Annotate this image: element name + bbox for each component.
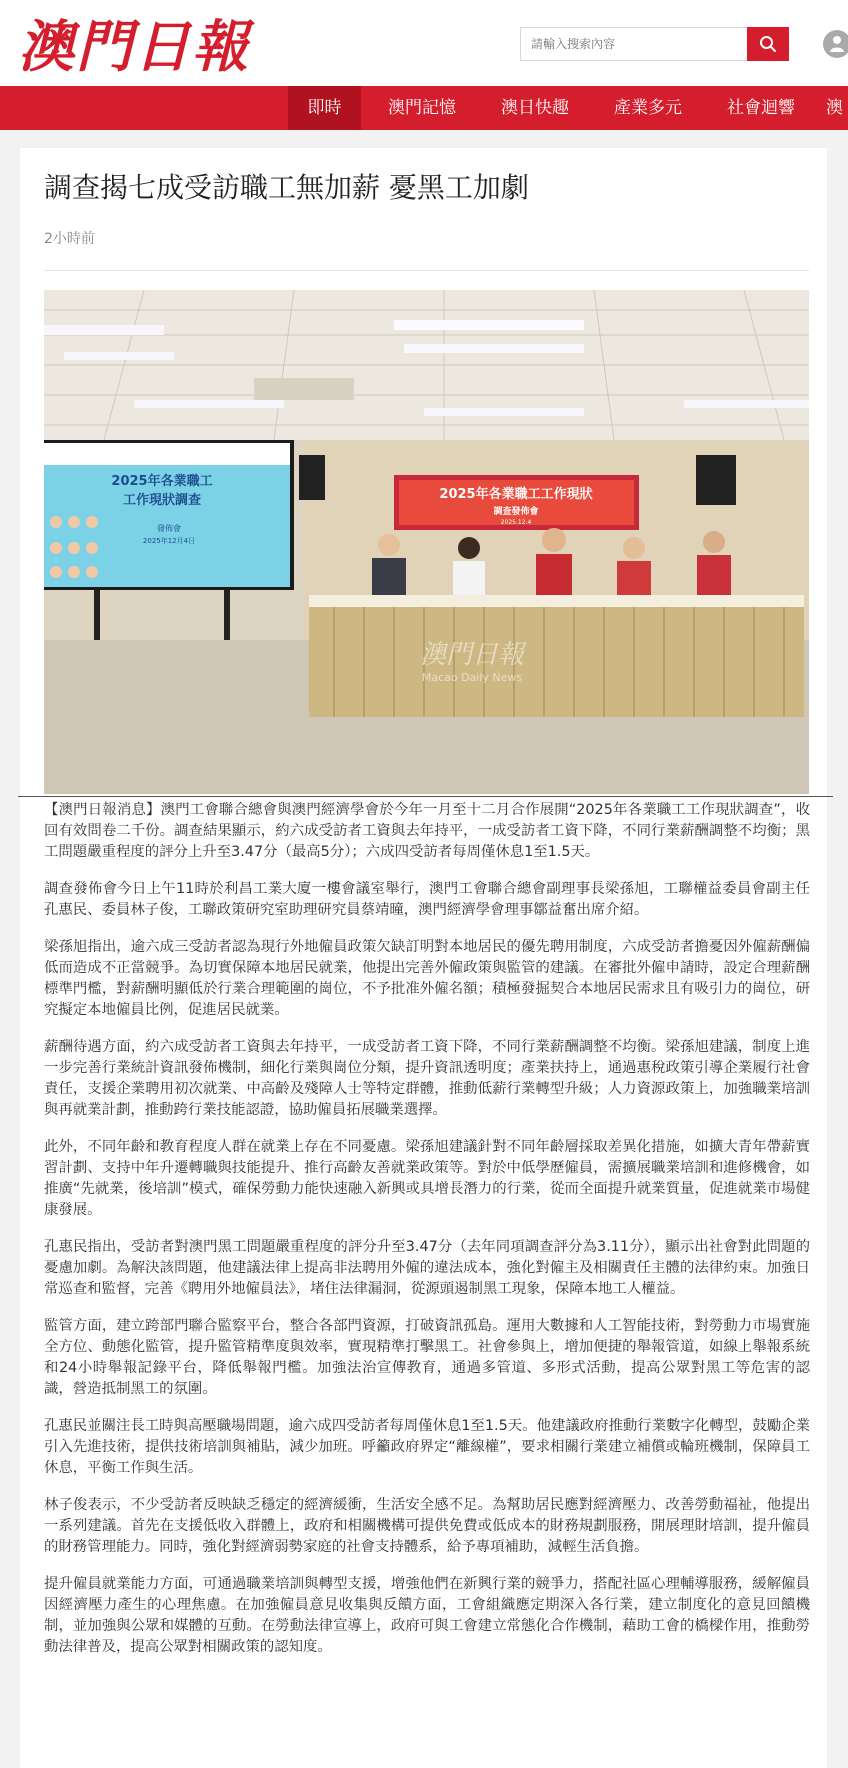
press-conference-image <box>44 290 809 794</box>
nav-item-macau-memory[interactable]: 澳門記憶 <box>388 98 456 118</box>
search-icon <box>759 35 777 53</box>
screen-line-2: 工作現狀調查 <box>122 493 202 508</box>
article-paragraph: 孔惠民指出，受訪者對澳門黑工問題嚴重程度的評分升至3.47分（去年同項調查評分為3.11分），顯示出社會對此問題的憂慮加劇。為解決該問題，他建議法律上提高非法聘用外僱的違法成本，強化對僱主及相關責任主體的法律約束。加強日常巡查和監督，完善《聘用外地僱員法》，堵住法律漏洞，從源頭遏制黑工現象，保障本地工人權益。 <box>44 1239 810 1297</box>
article-paragraph: 孔惠民並關注長工時與高壓職場問題，逾六成四受訪者每周僅休息1至1.5天。他建議政府推動行業數字化轉型，鼓勵企業引入先進技術，提供技術培訓與補貼，減少加班。呼籲政府界定“離線權”，要求相關行業建立補償或輪班機制，保障員工休息，平衡工作與生活。 <box>44 1418 810 1476</box>
article-paragraph: 【澳門日報消息】澳門工會聯合總會與澳門經濟學會於今年一月至十二月合作展開“2025年各業職工工作現狀調查”，收回有效問卷二千份。調查結果顯示，約六成受訪者工資與去年持平，一成受訪者工資下降，不同行業薪酬調整不均衡；黑工問題嚴重程度的評分上升至3.47分（最高5分）；六成四受訪者每周僅休息1至1.5天。 <box>44 802 810 860</box>
nav-item-more[interactable]: 澳 <box>826 98 843 118</box>
article-paragraph: 此外，不同年齡和教育程度人群在就業上存在不同憂慮。梁孫旭建議針對不同年齡層採取差異化措施，如擴大青年帶薪實習計劃、支持中年升遷轉職與技能提升、推行高齡友善就業政策等。對於中低學歷僱員，需擴展職業培訓和進修機會，如推廣“先就業，後培訓”模式，確保勞動力能快速融入新興或具增長潛力的行業，從而全面提升就業質量，促進就業市場健康發展。 <box>44 1139 810 1218</box>
search-input[interactable] <box>520 27 747 61</box>
article-time: 2小時前 <box>44 231 95 247</box>
screen-sub: 發佈會 <box>157 524 181 533</box>
user-icon[interactable] <box>823 30 848 58</box>
article-body <box>44 800 810 1674</box>
site-header <box>0 0 848 86</box>
article-title: 調查揭七成受訪職工無加薪 憂黑工加劇 <box>44 171 529 204</box>
article-paragraph: 梁孫旭指出，逾六成三受訪者認為現行外地僱員政策欠缺訂明對本地居民的優先聘用制度，六成受訪者擔憂因外僱薪酬偏低而造成不正當競爭。為切實保障本地居民就業，他提出完善外僱政策與監管的建議。在審批外僱申請時，設定合理薪酬標準門檻，對薪酬明顯低於行業合理範圍的崗位，不予批准外僱名額；積極發掘契合本地居民需求且有吸引力的崗位，研究擬定本地僱員比例，促進居民就業。 <box>44 939 810 1018</box>
article-paragraph: 林子俊表示，不少受訪者反映缺乏穩定的經濟緩衝，生活安全感不足。為幫助居民應對經濟壓力、改善勞動福祉，他提出一系列建議。首先在支援低收入群體上，政府和相關機構可提供免費或低成本的財務規劃服務，開展理財培訓，提升僱員的財務管理能力。同時，強化對經濟弱勢家庭的社會支持體系，給予專項補助，減輕生活負擔。 <box>44 1497 810 1555</box>
main-nav <box>0 86 848 130</box>
photo-divider <box>18 796 833 797</box>
screen-date: 2025年12月4日 <box>142 537 196 545</box>
watermark-cn: 澳門日報 <box>419 640 525 670</box>
nav-item-society[interactable]: 社會迴響 <box>727 98 795 118</box>
nav-item-industry[interactable]: 產業多元 <box>614 98 682 118</box>
banner-title: 2025年各業職工工作現狀 <box>439 487 593 502</box>
article-paragraph: 監管方面，建立跨部門聯合監察平台，整合各部門資源，打破資訊孤島。運用大數據和人工智能技術，對勞動力市場實施全方位、動態化監管，提升監管精準度與效率，實現精準打擊黑工。社會參與上，增加便捷的舉報管道，如線上舉報系統和24小時舉報記錄平台，降低舉報門檻。加強法治宣傳教育，通過多管道、多形式活動，提高公眾對黑工等危害的認識，營造抵制黑工的氛圍。 <box>44 1318 810 1397</box>
nav-item-instant[interactable]: 即時 <box>288 86 361 130</box>
banner-date: 2025.12.4 <box>500 519 532 526</box>
screen-line-1: 2025年各業職工 <box>111 474 213 489</box>
site-logo[interactable]: 澳門日報 <box>18 14 250 80</box>
article-photo <box>44 290 809 794</box>
watermark-en: Macao Daily News <box>421 671 523 684</box>
article-paragraph: 調查發佈會今日上午11時於利昌工業大廈一樓會議室舉行，澳門工會聯合總會副理事長梁孫旭，工聯權益委員會副主任孔惠民、委員林子俊，工聯政策研究室助理研究員蔡靖曈，澳門經濟學會理事鄒益奮出席介紹。 <box>44 881 810 918</box>
banner-sub: 調查發佈會 <box>493 507 539 517</box>
article-paragraph: 提升僱員就業能力方面，可通過職業培訓與轉型支援，增強他們在新興行業的競爭力，搭配社區心理輔導服務，緩解僱員因經濟壓力產生的心理焦慮。在加強僱員意見收集與反饋方面，工會組織應定期深入各行業，建立制度化的意見回饋機制，並加強與公眾和媒體的互動。在勞動法律宣導上，政府可與工會建立常態化合作機制，藉助工會的橋樑作用，推動勞動法律普及，提高公眾對相關政策的認知度。 <box>44 1576 810 1655</box>
article-paragraph: 薪酬待遇方面，約六成受訪者工資與去年持平，一成受訪者工資下降，不同行業薪酬調整不均衡。梁孫旭建議，制度上進一步完善行業統計資訊發佈機制，細化行業與崗位分類，提升資訊透明度；產業扶持上，通過惠稅政策引導企業履行社會責任，支援企業聘用初次就業、中高齡及殘障人士等特定群體，推動低薪行業轉型升級；人力資源政策上，加強職業培訓與再就業計劃，推動跨行業技能認證，協助僱員拓展職業選擇。 <box>44 1039 810 1118</box>
search-button[interactable] <box>747 27 789 61</box>
nav-item-daily-fun[interactable]: 澳日快趣 <box>501 98 569 118</box>
title-divider <box>44 270 809 271</box>
